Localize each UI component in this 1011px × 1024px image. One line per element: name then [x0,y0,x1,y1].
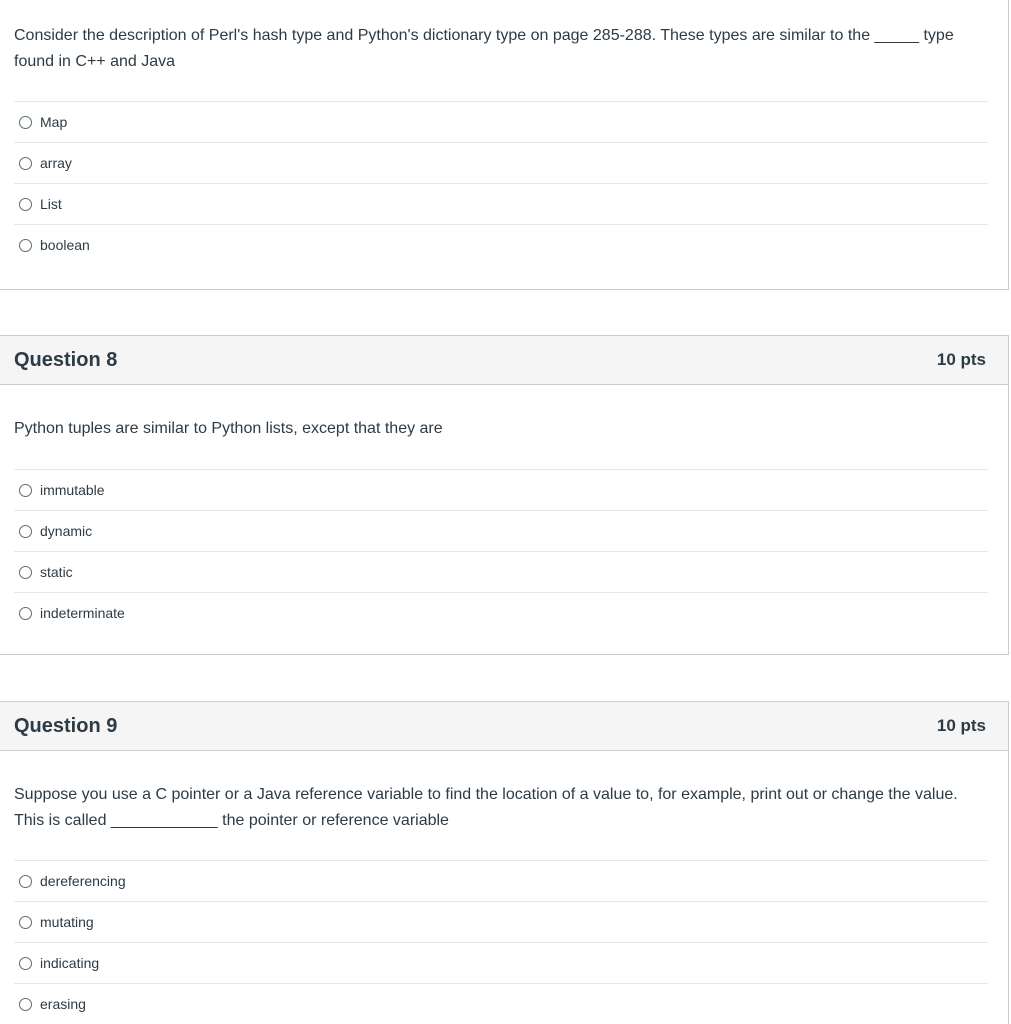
answer-label: indicating [40,955,100,971]
question-title: Question 9 [14,714,118,737]
answer-label: boolean [40,237,90,253]
answer-option[interactable] [14,860,988,901]
radio-button[interactable] [19,484,32,497]
answer-label: List [40,196,62,212]
radio-button[interactable] [19,525,32,538]
question-7-answers [14,101,988,265]
answer-option[interactable] [14,510,988,551]
question-8-header [0,336,1008,385]
answer-option[interactable] [14,901,988,942]
question-9-card [0,701,1009,1024]
radio-button[interactable] [19,916,32,929]
answer-option[interactable] [14,469,988,510]
question-points: 10 pts [936,716,986,735]
question-7-text: Consider the description of Perl's hash type and Python's dictionary type on page 285-288. These types are similar to the _____ type found in C++ and Java [14,27,954,70]
answer-label: array [40,155,72,171]
answer-label: immutable [40,482,105,498]
answer-label: dereferencing [40,873,126,889]
radio-button[interactable] [19,198,32,211]
question-8-text: Python tuples are similar to Python lists, except that they are [14,420,443,437]
radio-button[interactable] [19,607,32,620]
answer-option[interactable] [14,224,988,265]
question-points: 10 pts [936,350,986,369]
radio-button[interactable] [19,998,32,1011]
radio-button[interactable] [19,875,32,888]
answer-label: static [40,564,73,580]
answer-option[interactable] [14,551,988,592]
answer-label: dynamic [40,523,93,539]
answer-label: mutating [40,914,94,930]
radio-button[interactable] [19,116,32,129]
answer-option[interactable] [14,101,988,142]
radio-button[interactable] [19,239,32,252]
radio-button[interactable] [19,957,32,970]
question-title: Question 8 [14,348,118,371]
question-9-answers [14,860,988,1024]
answer-option[interactable] [14,942,988,983]
radio-button[interactable] [19,566,32,579]
answer-label: indeterminate [40,605,125,621]
radio-button[interactable] [19,157,32,170]
question-9-text: Suppose you use a C pointer or a Java reference variable to find the location of a value to, for example, print out or change the value. This is called ____________ the pointer or reference variable [14,786,958,829]
answer-option[interactable] [14,983,988,1024]
answer-option[interactable] [14,183,988,224]
answer-label: Map [40,114,68,130]
answer-option[interactable] [14,142,988,183]
question-7-card [0,0,1009,290]
question-9-header [0,702,1008,751]
answer-label: erasing [40,996,86,1012]
answer-option[interactable] [14,592,988,633]
question-8-answers [14,469,988,633]
question-8-card [0,335,1009,655]
